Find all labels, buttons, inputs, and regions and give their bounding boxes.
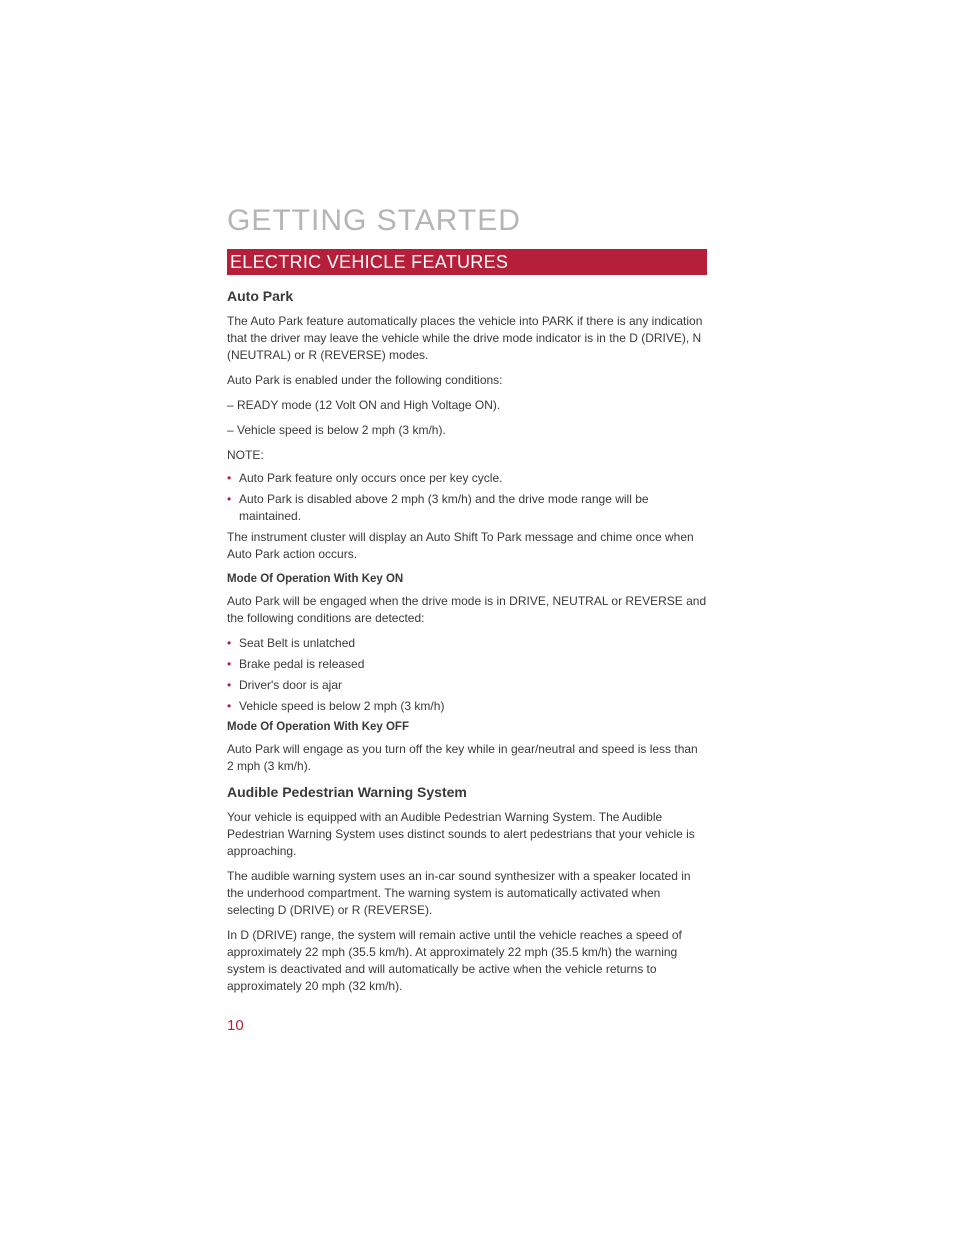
bullet-icon: • xyxy=(227,471,232,485)
key-on-text: Auto Park will be engaged when the drive mode is in DRIVE, NEUTRAL or REVERSE and the following conditions are detected: xyxy=(227,594,707,625)
page-content xyxy=(227,288,707,1003)
note-text: Auto Park is disabled above 2 mph (3 km/h) and the drive mode range will be maintained. xyxy=(239,492,649,523)
key-on-item xyxy=(227,656,707,673)
bullet-icon: • xyxy=(227,492,232,506)
auto-park-heading: Auto Park xyxy=(227,288,294,304)
apws-heading: Audible Pedestrian Warning System xyxy=(227,784,467,800)
bullet-icon: • xyxy=(227,699,232,713)
condition-item: – READY mode (12 Volt ON and High Voltage ON). xyxy=(227,398,501,412)
key-on-item xyxy=(227,635,707,652)
apws-paragraph: Your vehicle is equipped with an Audible Pedestrian Warning System. The Audible Pedestrian Warning System uses distinct sounds to alert pedestrians that your vehicle is approaching. xyxy=(227,810,695,858)
key-on-item-text: Seat Belt is unlatched xyxy=(239,636,356,650)
bullet-icon: • xyxy=(227,657,232,671)
note-list xyxy=(227,470,707,525)
note-item xyxy=(227,470,707,487)
chapter-title: GETTING STARTED xyxy=(227,204,521,237)
key-on-item-text: Brake pedal is released xyxy=(239,657,365,671)
note-item xyxy=(227,491,707,525)
bullet-icon: • xyxy=(227,678,232,692)
key-on-list xyxy=(227,635,707,715)
section-title: ELECTRIC VEHICLE FEATURES xyxy=(230,252,509,272)
key-off-heading: Mode Of Operation With Key OFF xyxy=(227,721,409,733)
key-off-text: Auto Park will engage as you turn off the key while in gear/neutral and speed is less than 2 mph (3 km/h). xyxy=(227,742,698,773)
auto-park-intro: The Auto Park feature automatically places the vehicle into PARK if there is any indication that the driver may leave the vehicle while the drive mode indicator is in the D (DRIVE), N (NEUTRAL) or R (REVERSE) modes. xyxy=(227,314,703,362)
page-number: 10 xyxy=(227,1017,244,1034)
cluster-message-text: The instrument cluster will display an Auto Shift To Park message and chime once when Auto Park action occurs. xyxy=(227,530,694,561)
key-on-item-text: Driver's door is ajar xyxy=(239,678,342,692)
key-on-item xyxy=(227,677,707,694)
note-label: NOTE: xyxy=(227,448,264,462)
key-on-item-text: Vehicle speed is below 2 mph (3 km/h) xyxy=(239,699,445,713)
bullet-icon: • xyxy=(227,636,232,650)
auto-park-conditions-intro: Auto Park is enabled under the following conditions: xyxy=(227,373,503,387)
condition-item: – Vehicle speed is below 2 mph (3 km/h). xyxy=(227,423,446,437)
key-on-item xyxy=(227,698,707,715)
apws-paragraph: The audible warning system uses an in-car sound synthesizer with a speaker located in the underhood compartment. The warning system is automatically activated when selecting D (DRIVE) or R (REVERSE). xyxy=(227,869,691,917)
note-text: Auto Park feature only occurs once per key cycle. xyxy=(239,471,503,485)
apws-paragraph: In D (DRIVE) range, the system will remain active until the vehicle reaches a speed of approximately 22 mph (35.5 km/h). At approximately 22 mph (35.5 km/h) the warning system is deactivated and will automatically be active when the vehicle returns to approximately 20 mph (32 km/h). xyxy=(227,928,682,993)
key-on-heading: Mode Of Operation With Key ON xyxy=(227,573,404,585)
section-banner xyxy=(227,249,707,275)
